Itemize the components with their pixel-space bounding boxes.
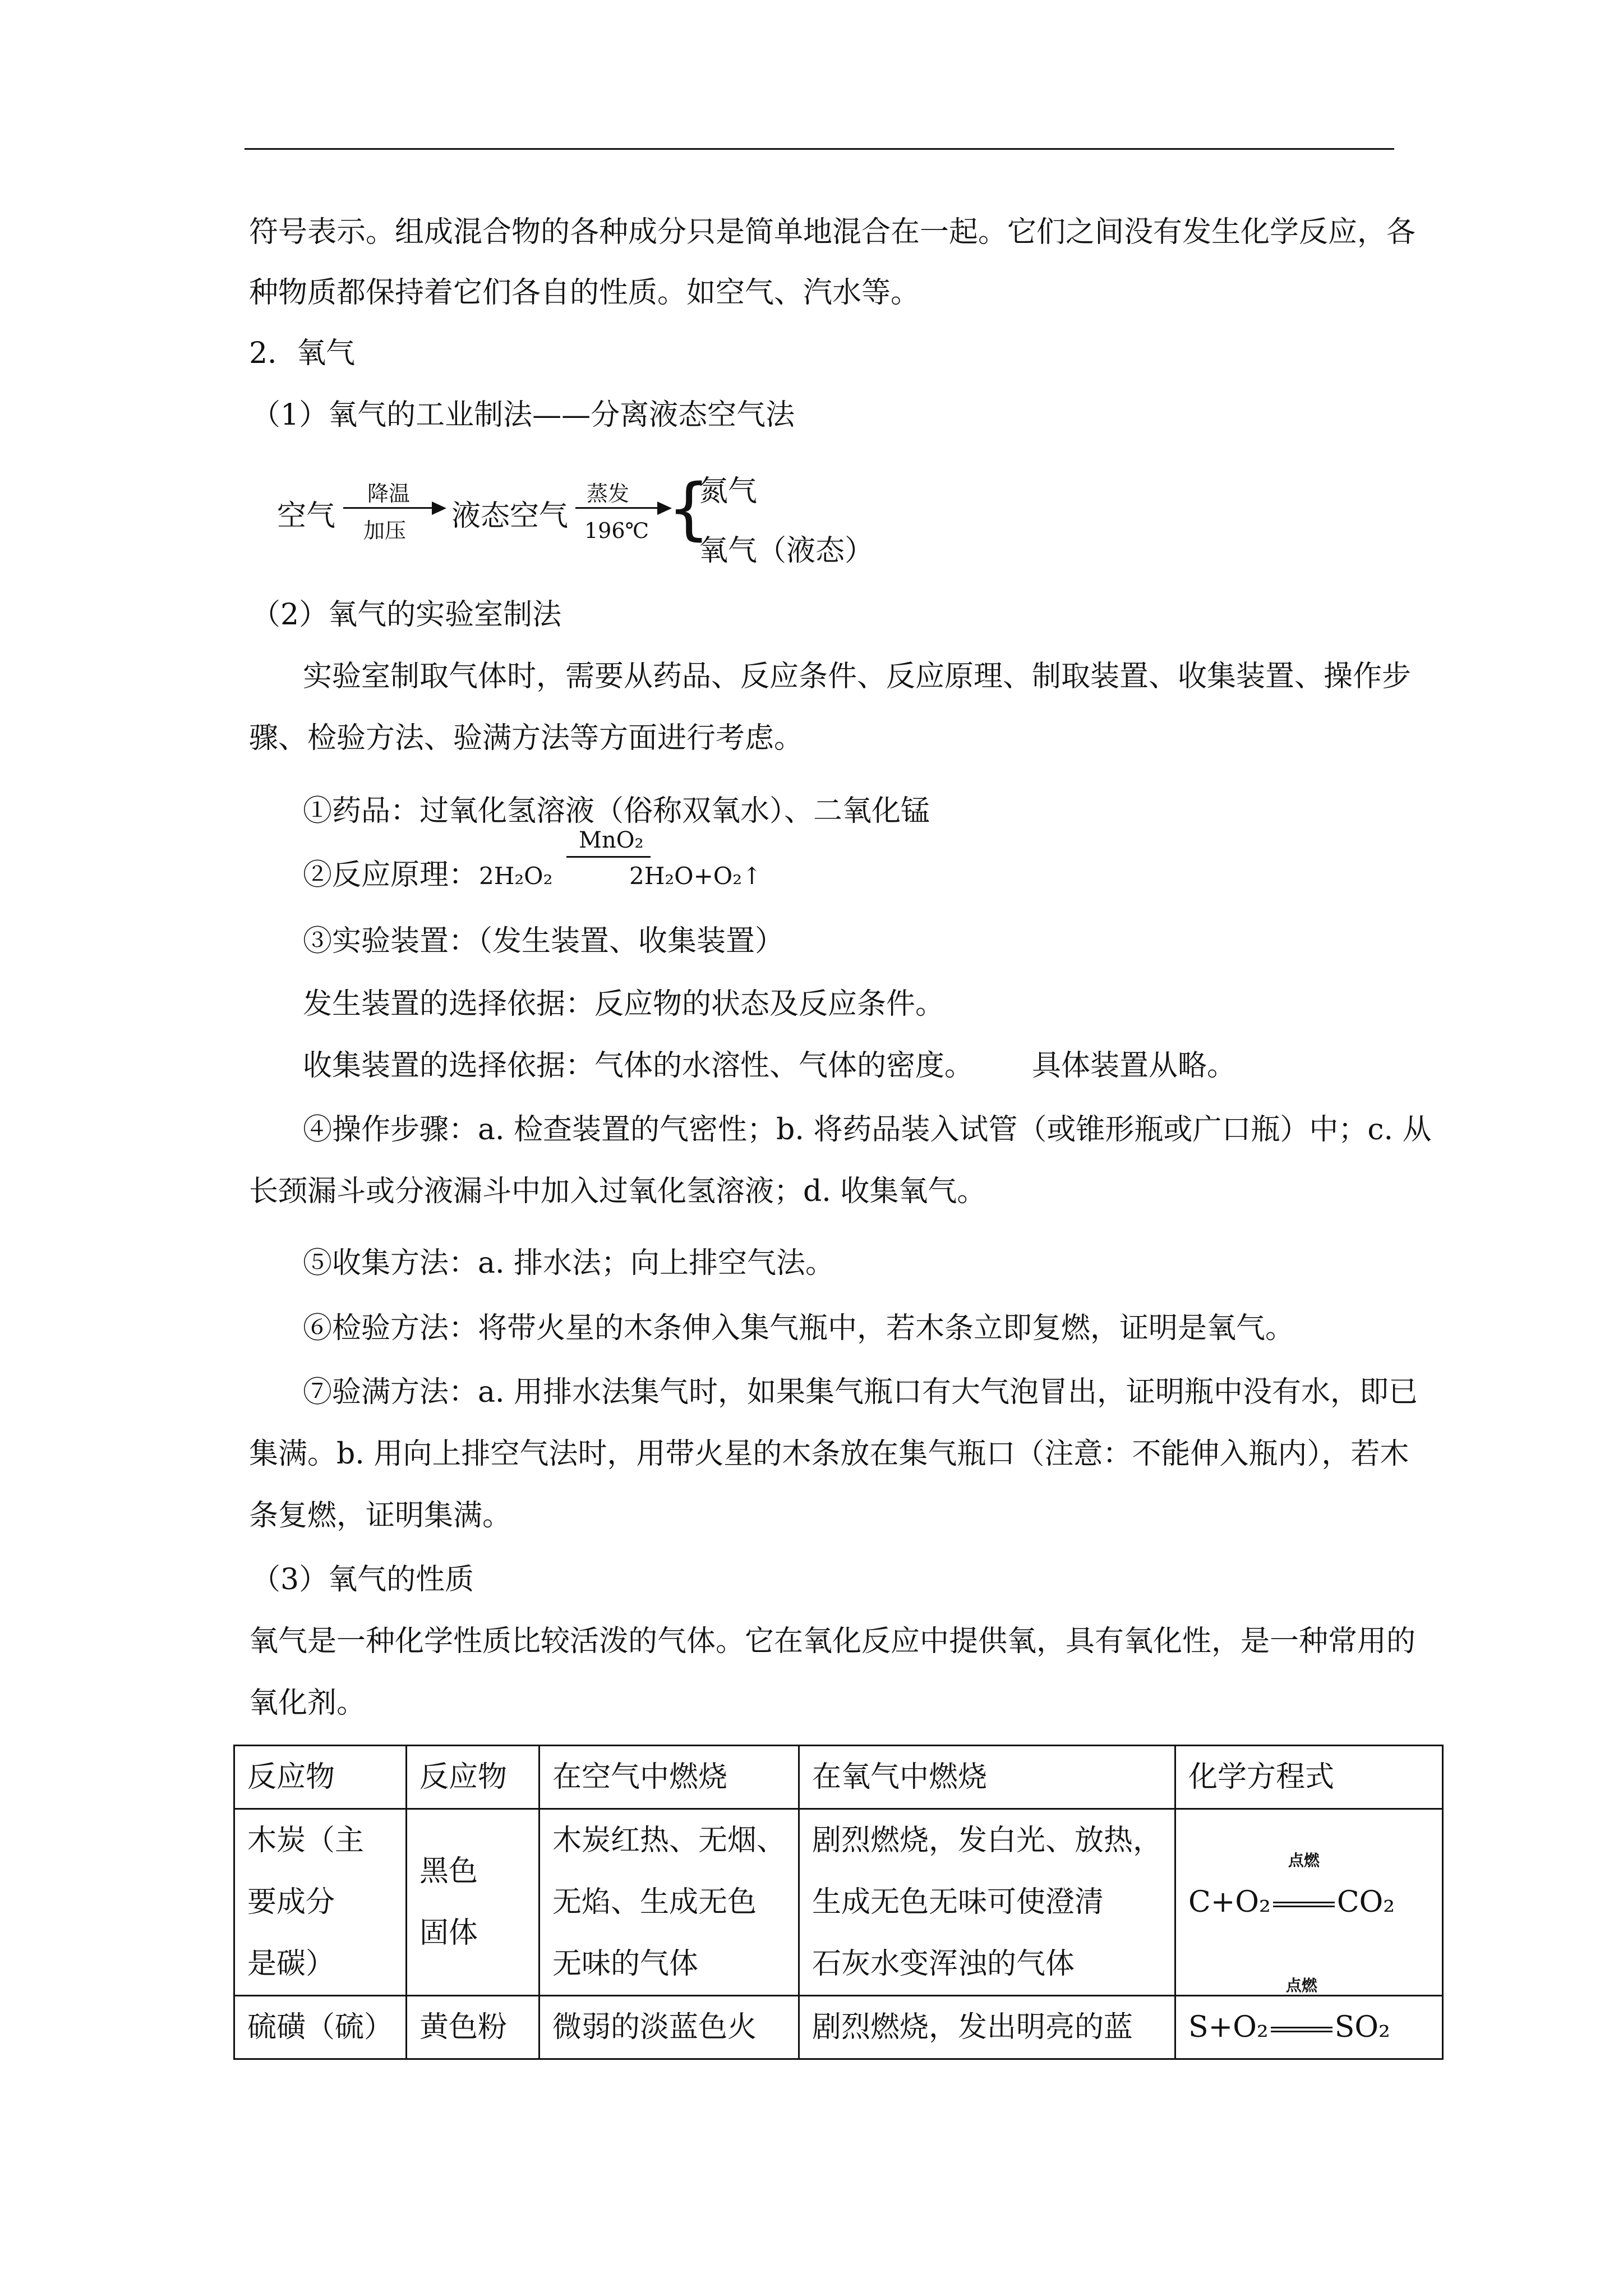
flow-arrow2-bottom: 196℃ (584, 518, 649, 543)
table-header-cell: 化学方程式 (1175, 1746, 1443, 1809)
equation-double-bar (1273, 1902, 1335, 1907)
cell-line: 石灰水变浑浊的气体 (812, 1947, 1075, 1981)
section-heading: 2．氧气 (249, 337, 356, 370)
header-rule (245, 148, 1394, 150)
cell-line: 要成分 (247, 1885, 335, 1919)
table-row (234, 1996, 1443, 2059)
flow-air: 空气 (277, 499, 336, 533)
subsection-heading: （1）氧气的工业制法——分离液态空气法 (251, 398, 795, 432)
subsection-heading: （2）氧气的实验室制法 (251, 598, 562, 632)
text-line: 符号表示。组成混合物的各种成分只是简单地混合在一起。它们之间没有发生化学反应，各 (249, 215, 1416, 249)
table-cell-equation (1175, 1976, 1443, 2059)
cell-line: 剧烈燃烧，发出明亮的蓝 (812, 2010, 1133, 2044)
flow-brace: { (667, 470, 711, 548)
equation-right: SO₂ (1334, 2010, 1390, 2044)
equation-condition: 点燃 (1285, 1976, 1317, 1995)
text-line: ⑥检验方法：将带火星的木条伸入集气瓶中，若木条立即复燃，证明是氧气。 (303, 1312, 1295, 1345)
reaction-bar (566, 856, 651, 858)
text-line: ⑤收集方法：a. 排水法；向上排空气法。 (303, 1246, 835, 1280)
text-line: 条复燃，证明集满。 (249, 1499, 512, 1533)
equation-left: C+O₂ (1188, 1885, 1271, 1919)
cell-line: 黄色粉 (419, 2010, 508, 2044)
flow-liquid-air: 液态空气 (451, 499, 569, 533)
cell-line: 是碳） (247, 1947, 335, 1981)
table-cell-equation (1175, 1809, 1443, 1996)
table-row (234, 1809, 1443, 1996)
table-cell (407, 1809, 540, 1996)
table-cell (407, 1996, 540, 2059)
cell-line: 固体 (419, 1916, 478, 1950)
table-header-cell: 在空气中燃烧 (540, 1746, 799, 1809)
flow-product-nitrogen: 氮气 (699, 475, 758, 508)
text-line: 氧化剂。 (249, 1686, 366, 1720)
flow-arrow2-top: 蒸发 (587, 481, 630, 506)
flow-arrow1-bottom: 加压 (363, 518, 407, 543)
table-cell (799, 1809, 1175, 1996)
table-header-row (234, 1746, 1443, 1809)
equation-condition: 点燃 (1288, 1851, 1320, 1870)
text-line: ⑦验满方法：a. 用排水法集气时，如果集气瓶口有大气泡冒出，证明瓶中没有水，即已 (303, 1375, 1418, 1409)
text-line: ③实验装置：（发生装置、收集装置） (303, 924, 785, 958)
cell-line: 木炭红热、无烟、 (552, 1824, 786, 1857)
cell-line: 生成无色无味可使澄清 (812, 1885, 1104, 1919)
text-line: 收集装置的选择依据：气体的水溶性、气体的密度。 (303, 1049, 974, 1083)
equation-double-bar (1271, 2027, 1332, 2032)
oxygen-properties-table (233, 1745, 1444, 2060)
reaction-label: ②反应原理： (303, 858, 478, 892)
table-header-cell: 在氧气中燃烧 (799, 1746, 1175, 1809)
cell-line: 无焰、生成无色 (552, 1885, 757, 1919)
text-line: 发生装置的选择依据：反应物的状态及反应条件。 (303, 987, 945, 1021)
text-line: 实验室制取气体时，需要从药品、反应条件、反应原理、制取装置、收集装置、操作步 (303, 660, 1412, 693)
reaction-right: 2H₂O+O₂↑ (629, 862, 762, 890)
table-cell (234, 1809, 407, 1996)
flow-arrow1-line (343, 507, 433, 509)
text-line: ④操作步骤：a. 检查装置的气密性；b. 将药品装入试管（或锥形瓶或广口瓶）中；c. 从 (303, 1113, 1432, 1147)
flow-arrow1-top: 降温 (367, 481, 411, 506)
equation-left: S+O₂ (1188, 2010, 1269, 2044)
text-line: 骤、检验方法、验满方法等方面进行考虑。 (249, 721, 804, 755)
text-line: 具体装置从略。 (1032, 1049, 1237, 1083)
table-cell (540, 1996, 799, 2059)
text-line: 长颈漏斗或分液漏斗中加入过氧化氢溶液；d. 收集氧气。 (249, 1175, 986, 1208)
cell-line: 木炭（主 (247, 1824, 365, 1857)
table-header-cell: 反应物 (234, 1746, 407, 1809)
flow-arrow2-line (575, 507, 660, 509)
table-cell (234, 1996, 407, 2059)
subsection-heading: （3）氧气的性质 (251, 1563, 474, 1596)
cell-line: 剧烈燃烧，发白光、放热， (812, 1824, 1163, 1857)
cell-line: 黑色 (419, 1855, 478, 1888)
cell-line: 硫磺（硫） (247, 2010, 394, 2044)
equation-condition-wrap (1269, 1976, 1335, 2058)
reaction-catalyst: MnO₂ (579, 827, 644, 853)
flow-product-oxygen: 氧气（液态） (699, 534, 874, 568)
text-line: 种物质都保持着它们各自的性质。如空气、汽水等。 (249, 276, 920, 310)
cell-line: 无味的气体 (552, 1947, 699, 1981)
table-cell (799, 1996, 1175, 2059)
text-line: 集满。b. 用向上排空气法时，用带火星的木条放在集气瓶口（注意：不能伸入瓶内），若木 (249, 1437, 1409, 1471)
table-cell (540, 1809, 799, 1996)
text-line: 氧气是一种化学性质比较活泼的气体。它在氧化反应中提供氧，具有氧化性，是一种常用的 (249, 1625, 1416, 1658)
equation-right: CO₂ (1336, 1885, 1395, 1919)
cell-line: 微弱的淡蓝色火 (552, 2010, 757, 2044)
table-header-cell: 反应物 (407, 1746, 540, 1809)
reaction-left: 2H₂O₂ (479, 862, 553, 890)
text-line: ①药品：过氧化氢溶液（俗称双氧水）、二氧化锰 (303, 794, 930, 828)
equation-condition-wrap (1271, 1851, 1337, 1933)
flow-arrow1-head (432, 501, 446, 515)
